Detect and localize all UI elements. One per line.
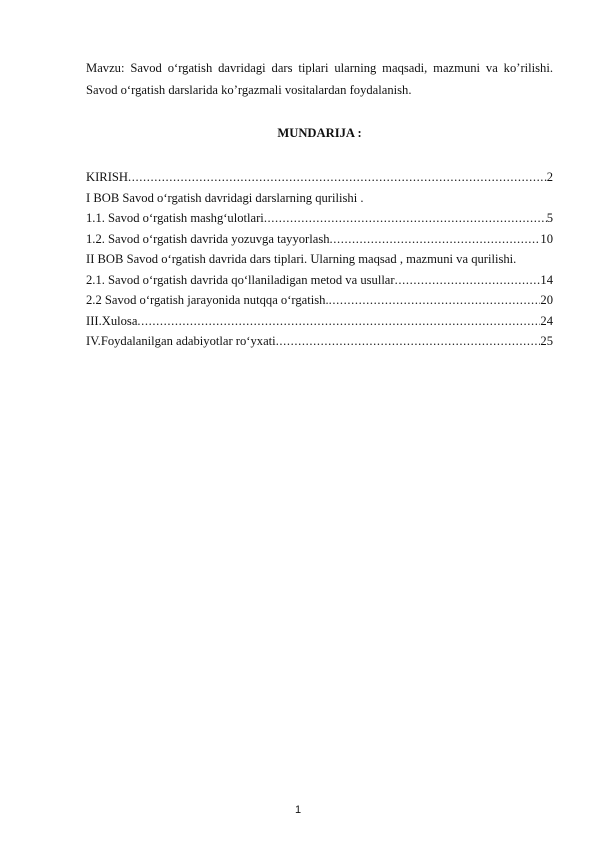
toc-title: MUNDARIJA : (277, 126, 362, 140)
toc-leader (264, 208, 547, 229)
toc-entry-page: 2 (546, 170, 553, 184)
toc-entry-2-2 (86, 290, 553, 311)
toc-entry-page: 24 (540, 313, 553, 328)
toc-entry-label: II BOB Savod o‘rgatish davrida dars tiplari. Ularning maqsad , mazmuni va qurilishi. (86, 252, 517, 266)
toc-entry-label: 2.1. Savod o‘rgatish davrida qo‘llaniladigan metod va usullar (86, 272, 395, 287)
toc-entry-label: IV.Foydalanilgan adabiyotlar ro‘yxati (86, 334, 276, 348)
toc-heading-bob-2 (86, 249, 553, 270)
toc-entry-page: 10 (540, 231, 553, 246)
toc-entry-label: 1.2. Savod o‘rgatish davrida yozuvga tayyorlash (86, 231, 330, 246)
toc-entry-label: KIRISH (86, 170, 128, 184)
toc-entry-kirish (86, 167, 553, 188)
table-of-contents (86, 167, 553, 352)
toc-entry-label: I BOB Savod o‘rgatish davridagi darslarning qurilishi . (86, 190, 364, 205)
toc-leader (329, 290, 541, 311)
toc-heading-bob-1 (86, 188, 553, 209)
page-number: 1 (294, 804, 302, 816)
topic-paragraph: Mavzu: Savod o‘rgatish davridagi dars tiplari ularning maqsadi, mazmuni va ko’rilishi. Savod o‘rgatish darslarida ko’rgazmali vositalardan foydalanish. (86, 61, 553, 97)
toc-entry-label: 2.2 Savod o‘rgatish jarayonida nutqqa o‘rgatish. (86, 293, 329, 307)
toc-entry-1-2 (86, 229, 553, 250)
toc-entry-xulosa (86, 311, 553, 332)
toc-entry-page: 20 (540, 293, 553, 307)
toc-leader (128, 167, 547, 188)
toc-entry-page: 25 (540, 334, 553, 348)
toc-leader (395, 270, 541, 291)
toc-entry-page: 14 (540, 272, 553, 287)
page-content (86, 57, 553, 352)
toc-entry-page: 5 (546, 211, 553, 225)
toc-leader (276, 331, 541, 352)
toc-entry-1-1 (86, 208, 553, 229)
toc-entry-2-1 (86, 270, 553, 291)
toc-entry-adabiyotlar (86, 331, 553, 352)
toc-leader (137, 311, 540, 332)
toc-entry-label: III.Xulosa (86, 313, 138, 328)
toc-entry-label: 1.1. Savod o‘rgatish mashg‘ulotlari (86, 211, 264, 225)
toc-leader (330, 229, 541, 250)
